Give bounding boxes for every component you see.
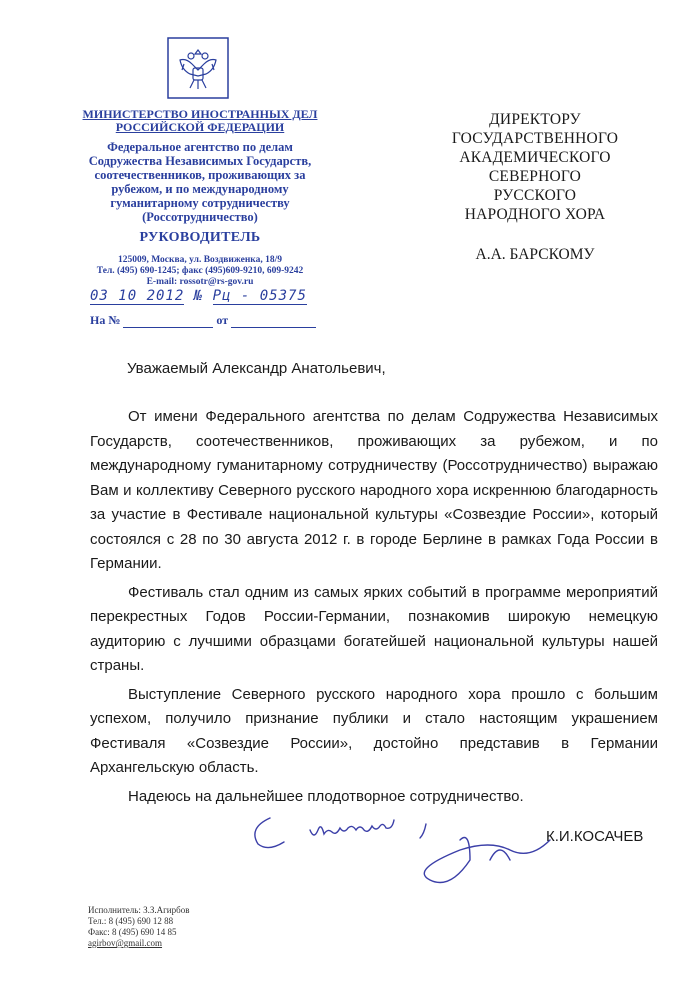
reply-date-blank [231, 316, 316, 328]
salutation: Уважаемый Александр Анатольевич, [127, 360, 386, 377]
registration-number: Рц - 05375 [212, 288, 307, 304]
paragraph: Выступление Северного русского народного хора прошло с большим успехом, получило признание публики и стало настоящим украшением Фестиваля «Созвездие России», достойно представив в Германии Архангельскую область. [90, 685, 658, 776]
letterhead-title: РУКОВОДИТЕЛЬ [139, 230, 261, 245]
signatory-name: К.И.КОСАЧЕВ [546, 828, 644, 845]
executor-email[interactable]: agirbov@gmail.com [88, 938, 163, 948]
reply-number-blank [123, 316, 213, 328]
executor-block: Исполнитель: З.З.Агирбов Тел.: 8 (495) 690 12 88 Факс: 8 (495) 690 14 85 agirbov@gmail.com [88, 905, 190, 948]
reply-from-label: от [216, 313, 229, 327]
addressee-block: ДИРЕКТОРУ ГОСУДАРСТВЕННОГО АКАДЕМИЧЕСКОГО СЕВЕРНОГО РУССКОГО НАРОДНОГО ХОРА [451, 111, 619, 223]
addressee-name: А.А. БАРСКОМУ [475, 246, 595, 263]
letterhead-contacts: 125009, Москва, ул. Воздвиженка, 18/9 Тел. (495) 690-1245; факс (495)609-9210, 609-9242 E-mail: rossotr@rs-gov.ru [96, 255, 304, 287]
paragraph: Фестиваль стал одним из самых ярких событий в программе мероприятий перекрестных Годов России-Германии, познакомив широкую немецкую аудиторию с лучшими образцами богатейшей национальной культуры нашей страны. [90, 583, 658, 674]
ministry-name: МИНИСТЕРСТВО ИНОСТРАННЫХ ДЕЛ РОССИЙСКОЙ ФЕДЕРАЦИИ [82, 107, 318, 134]
agency-name: Федеральное агентство по делам Содружества Независимых Государств, соотечественников, проживающих за рубежом, и по международному гуманитарному сотрудничеству (Россотрудничество) [88, 140, 312, 224]
emblem-icon [166, 36, 230, 100]
registration-no-label: № [193, 288, 204, 304]
reply-reference [90, 313, 316, 328]
letter-body [90, 405, 658, 813]
handwritten-signature [240, 800, 570, 910]
registration-line [90, 288, 307, 304]
paragraph: Надеюсь на дальнейшее плодотворное сотрудничество. [128, 787, 524, 805]
paragraph: От имени Федерального агентства по делам Содружества Независимых Государств, соотечественников, проживающих за рубежом, и по международному гуманитарному сотрудничеству (Россотрудничество) выражаю Вам и коллективу Северного русского народного хора искреннюю благодарность за участие в Фестивале национальной культуры «Созвездие России», который состоялся с 28 по 30 августа 2012 г. в городе Берлине в рамках Года России в Германии. [90, 408, 658, 572]
registration-date: 03 10 2012 [90, 288, 185, 304]
reply-label: На № [90, 313, 121, 327]
